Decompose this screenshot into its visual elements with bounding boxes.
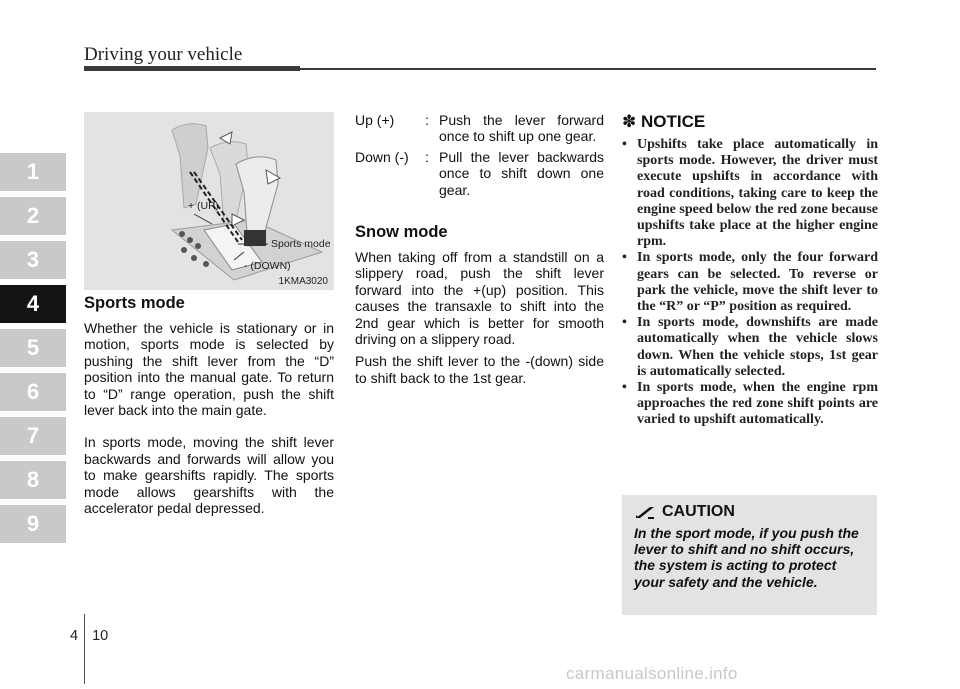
snow-mode-paragraph-2: Push the shift lever to the -(down) side to shift back to the 1st gear. — [355, 353, 604, 386]
caution-text: In the sport mode, if you push the lever to shift and no shift occurs, the system is acting to protect your safety and the vehicle. — [634, 525, 859, 590]
bullet-icon: • — [622, 315, 627, 331]
bullet-icon: • — [622, 250, 627, 266]
chapter-tab-1[interactable]: 1 — [0, 153, 66, 191]
snow-mode-heading: Snow mode — [355, 223, 448, 242]
figure-label-up: + (UP) — [188, 200, 219, 212]
shift-lever-figure — [84, 112, 334, 290]
header-rule-thin — [300, 68, 876, 70]
sports-mode-paragraph-1: Whether the vehicle is stationary or in motion, sports mode is selected by pushing the shift lever from the “D” position into the manual gate. To return to “D” range operation, push the shift lever back into the main gate. — [84, 320, 334, 419]
chapter-tab-6[interactable]: 6 — [0, 373, 66, 411]
notice-item-text: In sports mode, when the engine rpm approaches the red zone shift points are varied to upshift automatically. — [637, 380, 878, 428]
page-number — [70, 628, 108, 644]
column-middle — [355, 112, 604, 386]
notice-heading: ✽ NOTICE — [622, 112, 706, 131]
chapter-tab-4[interactable]: 4 — [0, 285, 66, 323]
caution-box — [622, 495, 877, 615]
notice-item-text: Upshifts take place automatically in sports mode. However, the driver must execute upshifts in accordance with road conditions, taking care to keep the engine speed below the red zone because upshifts take place at the higher engine rpm. — [637, 137, 878, 250]
chapter-tab-2[interactable]: 2 — [0, 197, 66, 235]
shift-def-up — [355, 112, 604, 145]
caution-title: CAUTION — [662, 503, 735, 520]
shift-def-term: Up (+) — [355, 112, 395, 128]
footer-divider — [84, 614, 85, 684]
bullet-icon: • — [622, 380, 627, 396]
chapter-tab-8[interactable]: 8 — [0, 461, 66, 499]
shift-def-sep: : — [425, 148, 429, 165]
header-rule-thick — [84, 66, 300, 71]
watermark: carmanualsonline.info — [566, 664, 738, 683]
column-left — [84, 112, 334, 516]
notice-item — [622, 380, 878, 429]
shift-def-term: Down (-) — [355, 148, 409, 165]
notice-item-text: In sports mode, downshifts are made automatically when the vehicle slows down. When the vehicle stops, 1st gear is automatically selected. — [637, 315, 878, 379]
sports-mode-paragraph-2: In sports mode, moving the shift lever backwards and forwards will allow you to make gearshifts rapidly. The sports mode allows gearshifts with the accelerator pedal depressed. — [84, 434, 334, 517]
column-right — [622, 112, 878, 429]
page-header-title: Driving your vehicle — [84, 44, 243, 65]
caution-header — [634, 503, 869, 521]
caution-pencil-icon — [634, 505, 656, 519]
notice-item — [622, 250, 878, 315]
notice-item-text: In sports mode, only the four forward gears can be selected. To reverse or park the vehicle, move the shift lever to the “R” or “P” position as required. — [637, 250, 878, 315]
figure-code: 1KMA3020 — [278, 276, 328, 287]
chapter-tab-5[interactable]: 5 — [0, 329, 66, 367]
shift-def-down — [355, 149, 604, 198]
chapter-tab-3[interactable]: 3 — [0, 241, 66, 279]
chapter-tab-7[interactable]: 7 — [0, 417, 66, 455]
page-number-chapter: 4 — [70, 628, 79, 644]
notice-list — [622, 137, 878, 429]
page-number-page: 10 — [92, 628, 109, 644]
shift-def-sep: : — [425, 112, 429, 128]
notice-item — [622, 315, 878, 380]
figure-label-sports-mode: Sports mode — [271, 238, 331, 250]
shift-def-text: Push the lever forward once to shift up one gear. — [439, 112, 604, 145]
chapter-tab-9[interactable]: 9 — [0, 505, 66, 543]
sports-mode-heading: Sports mode — [84, 294, 185, 312]
shift-def-text: Pull the lever backwards once to shift down one gear. — [439, 148, 604, 198]
snow-mode-paragraph-1: When taking off from a standstill on a slippery road, push the shift lever forward into the +(up) position. This causes the transaxle to shift into the 2nd gear which is better for smooth driving on a slippery road. — [355, 249, 604, 348]
notice-item — [622, 137, 878, 250]
bullet-icon: • — [622, 137, 627, 152]
figure-label-down: - (DOWN) — [244, 260, 291, 272]
